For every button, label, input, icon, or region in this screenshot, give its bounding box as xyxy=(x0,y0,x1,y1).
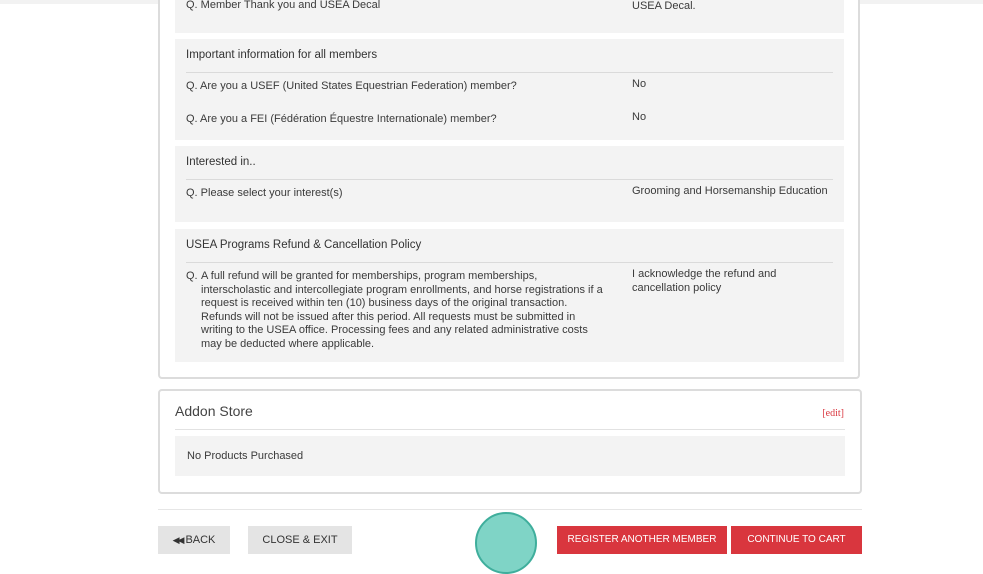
addon-edit-link[interactable]: [edit] xyxy=(822,408,844,419)
footer-divider xyxy=(158,509,862,510)
decal-question: Q. Member Thank you and USEA Decal xyxy=(186,0,381,11)
decal-section xyxy=(175,0,844,33)
refund-question xyxy=(186,270,604,351)
usef-question: Q. Are you a USEF (United States Equestrian Federation) member? xyxy=(186,80,517,92)
refund-policy-section xyxy=(175,229,844,362)
refund-question-text: A full refund will be granted for memberships, program memberships, interscholastic and intercollegiate program enrollments, and horse registrations if a request is received within ten (10) business days of the original transaction. Refunds will not be issued after this period. All requests must be submitted in writing to the USEA office. Processing fees and any related administrative costs may be deducted where applicable. xyxy=(201,270,603,350)
register-another-member-button[interactable]: REGISTER ANOTHER MEMBER xyxy=(557,526,727,554)
back-button[interactable] xyxy=(158,526,230,554)
fei-question: Q. Are you a FEI (Fédération Équestre Internationale) member? xyxy=(186,113,497,125)
fei-answer: No xyxy=(632,111,647,123)
interest-answer: Grooming and Horsemanship Education xyxy=(632,185,828,197)
divider xyxy=(175,429,845,430)
section-title: Important information for all members xyxy=(186,39,833,73)
decal-answer: USEA Decal. xyxy=(632,0,696,12)
important-info-section xyxy=(175,39,844,140)
interest-question: Q. Please select your interest(s) xyxy=(186,187,343,199)
section-title: Interested in.. xyxy=(186,146,833,180)
usef-answer: No xyxy=(632,78,647,90)
interests-section xyxy=(175,146,844,222)
back-label: BACK xyxy=(185,534,216,546)
continue-to-cart-button[interactable]: CONTINUE TO CART xyxy=(731,526,862,554)
addon-empty-message: No Products Purchased xyxy=(175,436,845,476)
double-left-arrow-icon: ◀◀ xyxy=(172,535,183,545)
addon-store-panel xyxy=(158,389,862,494)
close-exit-button[interactable]: CLOSE & EXIT xyxy=(248,526,352,554)
section-title: USEA Programs Refund & Cancellation Policy xyxy=(186,229,833,263)
cursor-highlight xyxy=(475,512,537,574)
addon-store-title: Addon Store xyxy=(175,403,253,419)
refund-answer: I acknowledge the refund and cancellation policy xyxy=(632,268,777,294)
question-prefix: Q. xyxy=(186,270,198,282)
